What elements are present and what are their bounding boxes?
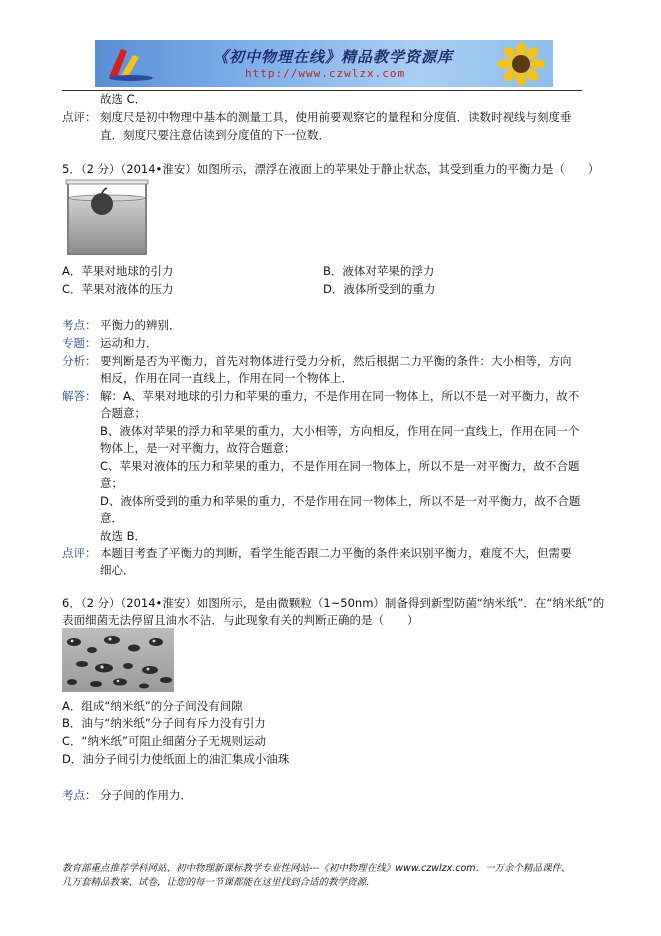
q4-comment-label: 点评： [62,110,97,124]
banner-url[interactable]: http://www.czwlzx.com [245,67,406,80]
q6-kaodian-label: 考点： [62,788,97,802]
q6-stem-line2: 表面细菌无法停留且油水不沾．与此现象有关的判断正确的是（ ） [62,613,419,627]
q5-jieda-label: 解答： [62,389,97,403]
q6-kaodian: 分子间的作用力． [100,788,192,802]
q5-dianping-line1: 本题目考查了平衡力的判断，看学生能否跟二力平衡的条件来识别平衡力，难度不大，但需要 [100,546,572,560]
sunflower-image [495,42,547,86]
footer-line1: 教育部重点推荐学科网站、初中物理新课标教学专业性网站---《初中物理在线》www.czwlzx.com．一万余个精品课件、 [62,863,571,874]
droplets-image [62,628,174,692]
nanopaper-droplets-figure [62,628,174,692]
q5-zhuanti: 运动和力． [100,336,158,350]
q5-fenxi-label: 分析： [62,354,97,368]
q5-jieda-line: 合题意； [100,406,146,420]
q5-jieda-line: 故选 B． [100,529,147,543]
footer-line2: 几万套精品教案、试卷，让您的每一节课都能在这里找到合适的教学资源． [62,877,376,888]
q5-option-c: C．苹果对液体的压力 [62,282,174,296]
q5-jieda-line: 意． [100,511,123,525]
q5-kaodian-label: 考点： [62,318,97,332]
q5-jieda-line: 解：A、苹果对地球的引力和苹果的重力，不是作用在同一物体上，所以不是一对平衡力，故不 [100,389,580,403]
q5-option-a: A．苹果对地球的引力 [62,264,174,278]
site-logo [103,43,155,83]
q5-zhuanti-label: 专题： [62,336,97,350]
q6-stem-line1: 6．（2 分）（2014•淮安）如图所示，是由微颗粒（1~50nm）制备得到新型防菌“纳米纸”．在“纳米纸”的 [62,596,605,610]
q5-dianping-line2: 细心． [100,563,135,577]
q5-option-b: B．液体对苹果的浮力 [323,264,435,278]
q5-option-d: D．液体所受到的重力 [323,282,436,296]
q5-jieda-line: B、液体对苹果的浮力和苹果的重力，大小相等，方向相反，作用在同一直线上，作用在同一个 [100,424,580,438]
q5-jieda-line: D、液体所受到的重力和苹果的重力，不是作用在同一物体上，所以不是一对平衡力，故不合题 [100,494,581,508]
q5-kaodian: 平衡力的辨别． [100,318,181,332]
q5-jieda-line: 物体上，是一对平衡力，故符合题意； [100,441,296,455]
q5-jieda-line: C、苹果对液体的压力和苹果的重力，不是作用在同一物体上，所以不是一对平衡力，故不合题 [100,459,580,473]
banner-title: 《初中物理在线》精品教学资源库 [213,48,454,66]
q5-fenxi-line2: 相反，作用在同一直线上，作用在同一个物体上． [100,371,353,385]
q4-answer: 故选 C． [100,92,147,106]
beaker-apple-figure [62,178,158,256]
q5-stem: 5．（2 分）（2014•淮安）如图所示，漂浮在液面上的苹果处于静止状态，其受到重力的平衡力是（ ） [62,162,600,176]
header-banner [95,40,553,87]
q5-dianping-label: 点评： [62,546,97,560]
q5-jieda-line: 意； [100,476,123,490]
q6-option-c: C．“纳米纸”可阻止细菌分子无规则运动 [62,734,266,748]
q5-fenxi-line1: 要判断是否为平衡力，首先对物体进行受力分析，然后根据二力平衡的条件：大小相等，方向 [100,354,572,368]
q6-option-d: D．油分子间引力使纸面上的油汇集成小油珠 [62,752,290,766]
header-rule [62,90,582,91]
q6-option-b: B．油与“纳米纸”分子间有斥力没有引力 [62,716,266,730]
q6-option-a: A．组成“纳米纸”的分子间没有间隙 [62,699,243,713]
q4-comment-line1: 刻度尺是初中物理中基本的测量工具，使用前要观察它的量程和分度值．读数时视线与刻度垂 [100,110,572,124]
q4-comment-line2: 直．刻度尺要注意估读到分度值的下一位数． [100,128,330,142]
